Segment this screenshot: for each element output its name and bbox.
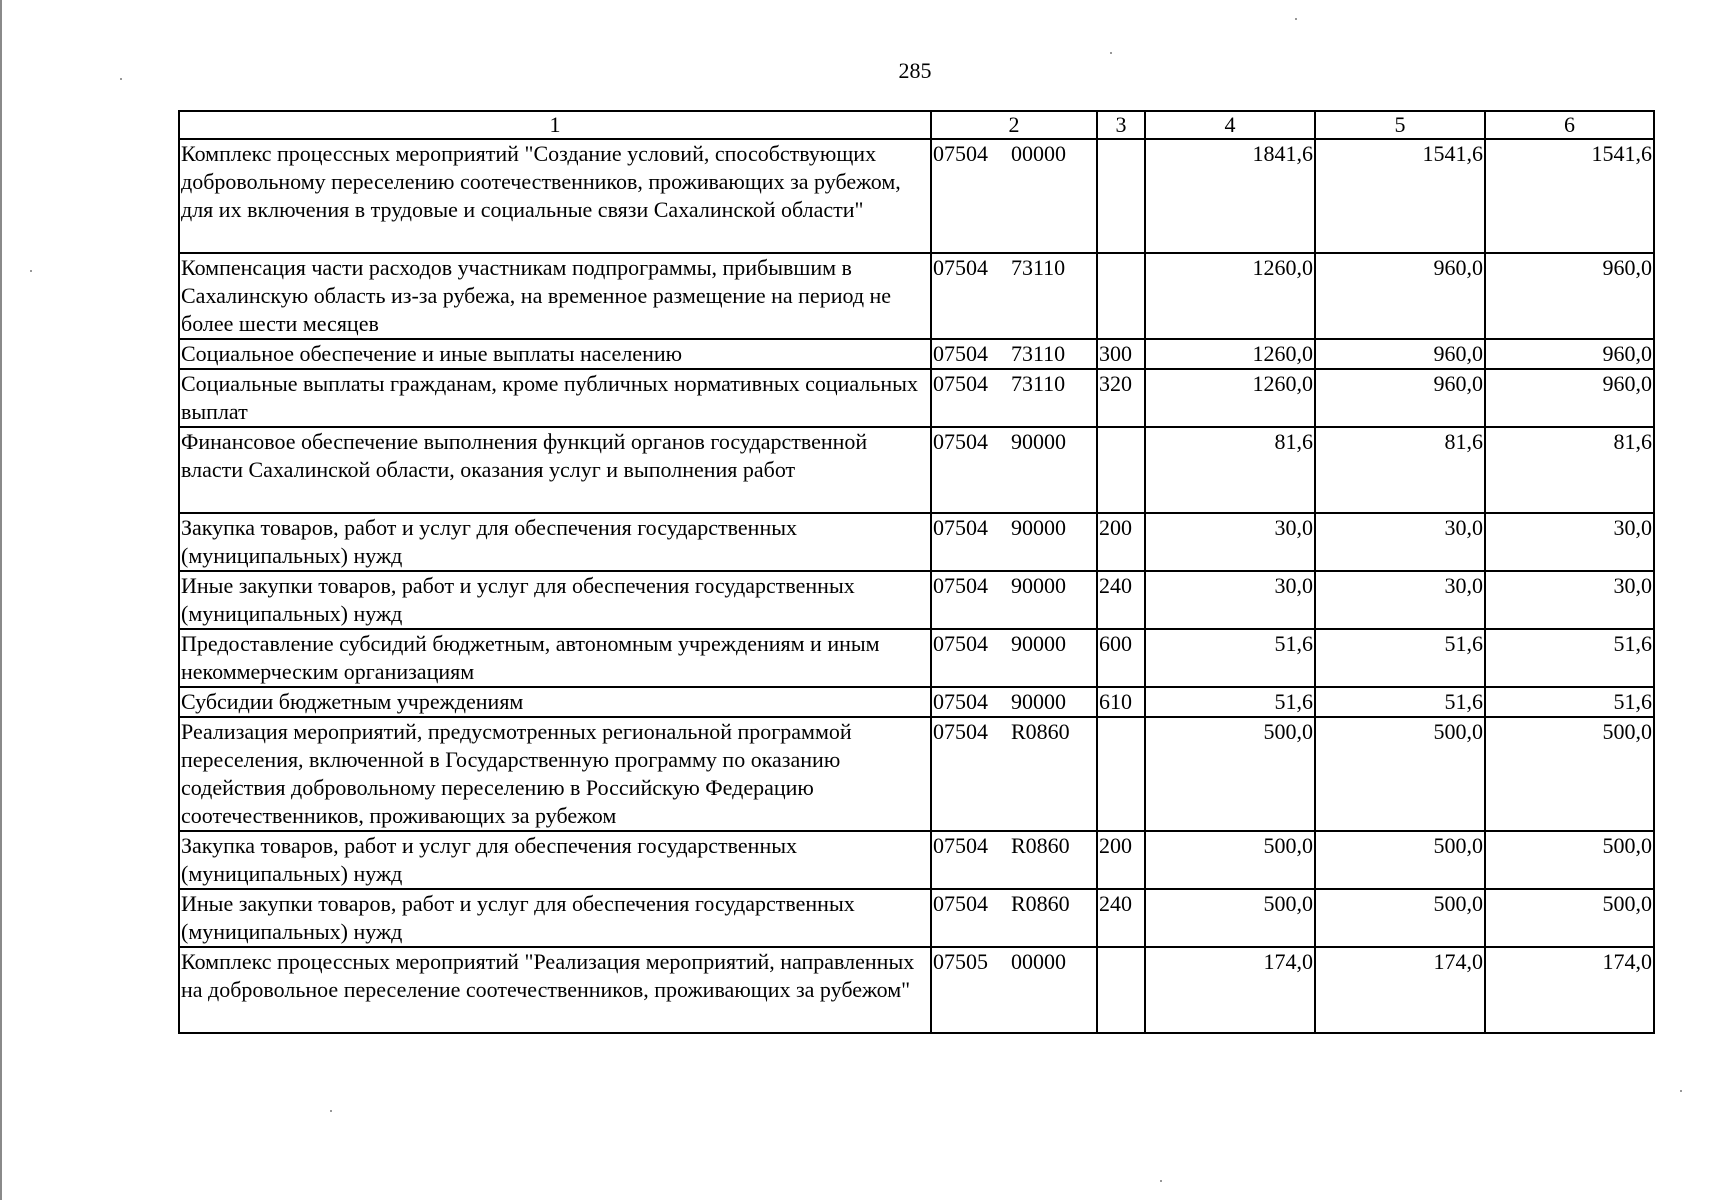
row-target-code (931, 717, 1097, 831)
table-row (179, 339, 1654, 369)
row-expense-type: 200 (1097, 831, 1145, 889)
row-value-col4: 500,0 (1145, 889, 1315, 947)
row-target-code (931, 831, 1097, 889)
row-value-col6: 30,0 (1485, 513, 1654, 571)
row-name: Реализация мероприятий, предусмотренных региональной программой переселения, включенной в Государственную программу по оказанию содействия добровольному переселению в Российскую Федерацию соотечественников, проживающих за рубежом (179, 717, 931, 831)
row-value-col4: 51,6 (1145, 687, 1315, 717)
table-row (179, 947, 1654, 1033)
code-program: 07504 (933, 631, 988, 656)
table-row (179, 513, 1654, 571)
table-row (179, 571, 1654, 629)
row-value-col6: 1541,6 (1485, 139, 1654, 253)
row-value-col4: 30,0 (1145, 571, 1315, 629)
row-value-col5: 500,0 (1315, 889, 1485, 947)
code-direction: 90000 (1011, 631, 1066, 656)
header-row (179, 111, 1654, 139)
table-row (179, 717, 1654, 831)
code-program: 07504 (933, 371, 988, 396)
row-value-col5: 500,0 (1315, 831, 1485, 889)
code-direction: 73110 (1011, 255, 1066, 280)
row-expense-type (1097, 427, 1145, 513)
row-expense-type (1097, 947, 1145, 1033)
code-program: 07504 (933, 719, 988, 744)
row-value-col6: 81,6 (1485, 427, 1654, 513)
header-col-2: 2 (931, 111, 1097, 139)
row-name: Закупка товаров, работ и услуг для обеспечения государственных (муниципальных) нужд (179, 831, 931, 889)
code-program: 07504 (933, 141, 988, 166)
row-value-col5: 500,0 (1315, 717, 1485, 831)
scan-speck (1110, 52, 1112, 54)
row-name: Предоставление субсидий бюджетным, автономным учреждениям и иным некоммерческим организациям (179, 629, 931, 687)
row-name: Социальные выплаты гражданам, кроме публичных нормативных социальных выплат (179, 369, 931, 427)
row-expense-type: 320 (1097, 369, 1145, 427)
row-value-col6: 30,0 (1485, 571, 1654, 629)
row-target-code (931, 427, 1097, 513)
row-name: Закупка товаров, работ и услуг для обеспечения государственных (муниципальных) нужд (179, 513, 931, 571)
row-value-col5: 1541,6 (1315, 139, 1485, 253)
row-value-col5: 960,0 (1315, 339, 1485, 369)
header-col-6: 6 (1485, 111, 1654, 139)
row-target-code (931, 369, 1097, 427)
row-value-col6: 500,0 (1485, 717, 1654, 831)
row-value-col6: 174,0 (1485, 947, 1654, 1033)
row-value-col5: 51,6 (1315, 629, 1485, 687)
scan-speck (120, 78, 122, 80)
code-direction: 73110 (1011, 371, 1066, 396)
code-program: 07504 (933, 833, 988, 858)
code-program: 07504 (933, 341, 988, 366)
scan-speck (1680, 1090, 1682, 1092)
row-target-code (931, 253, 1097, 339)
row-value-col4: 51,6 (1145, 629, 1315, 687)
code-direction: 90000 (1011, 689, 1066, 714)
code-direction: 90000 (1011, 515, 1066, 540)
code-direction: 90000 (1011, 573, 1066, 598)
table-row (179, 889, 1654, 947)
row-expense-type: 200 (1097, 513, 1145, 571)
row-name: Субсидии бюджетным учреждениям (179, 687, 931, 717)
code-direction: 00000 (1011, 949, 1066, 974)
row-name: Социальное обеспечение и иные выплаты населению (179, 339, 931, 369)
table-row (179, 831, 1654, 889)
row-expense-type: 610 (1097, 687, 1145, 717)
row-value-col5: 30,0 (1315, 513, 1485, 571)
code-direction: R0860 (1011, 891, 1070, 916)
code-direction: 90000 (1011, 429, 1066, 454)
row-value-col4: 500,0 (1145, 717, 1315, 831)
row-value-col5: 960,0 (1315, 253, 1485, 339)
code-direction: 00000 (1011, 141, 1066, 166)
row-name: Иные закупки товаров, работ и услуг для обеспечения государственных (муниципальных) нужд (179, 571, 931, 629)
budget-table (178, 110, 1655, 1034)
row-value-col4: 1260,0 (1145, 339, 1315, 369)
row-value-col4: 500,0 (1145, 831, 1315, 889)
row-expense-type (1097, 253, 1145, 339)
row-value-col4: 81,6 (1145, 427, 1315, 513)
code-program: 07504 (933, 429, 988, 454)
row-value-col5: 30,0 (1315, 571, 1485, 629)
code-direction: R0860 (1011, 833, 1070, 858)
scan-speck (330, 1110, 332, 1112)
table-row (179, 687, 1654, 717)
row-target-code (931, 947, 1097, 1033)
row-target-code (931, 339, 1097, 369)
row-name: Комплекс процессных мероприятий "Реализация мероприятий, направленных на добровольное переселение соотечественников, проживающих за рубежом" (179, 947, 931, 1033)
row-value-col5: 960,0 (1315, 369, 1485, 427)
table-row (179, 253, 1654, 339)
code-program: 07504 (933, 255, 988, 280)
page-number: 285 (898, 58, 932, 83)
row-value-col4: 1260,0 (1145, 369, 1315, 427)
row-value-col4: 1841,6 (1145, 139, 1315, 253)
row-expense-type (1097, 717, 1145, 831)
header-col-1: 1 (179, 111, 931, 139)
header-col-3: 3 (1097, 111, 1145, 139)
row-value-col4: 1260,0 (1145, 253, 1315, 339)
row-value-col6: 500,0 (1485, 831, 1654, 889)
row-expense-type: 240 (1097, 571, 1145, 629)
table-row (179, 427, 1654, 513)
header-col-4: 4 (1145, 111, 1315, 139)
row-value-col4: 30,0 (1145, 513, 1315, 571)
table-row (179, 139, 1654, 253)
code-program: 07504 (933, 515, 988, 540)
row-name: Иные закупки товаров, работ и услуг для обеспечения государственных (муниципальных) нужд (179, 889, 931, 947)
scan-speck (1295, 18, 1297, 20)
row-name: Комплекс процессных мероприятий "Создание условий, способствующих добровольному переселению соотечественников, проживающих за рубежом, для их включения в трудовые и социальные связи Сахалинской области" (179, 139, 931, 253)
code-program: 07504 (933, 689, 988, 714)
header-col-5: 5 (1315, 111, 1485, 139)
row-target-code (931, 629, 1097, 687)
row-value-col6: 960,0 (1485, 339, 1654, 369)
row-expense-type: 300 (1097, 339, 1145, 369)
row-expense-type: 240 (1097, 889, 1145, 947)
table-row (179, 629, 1654, 687)
row-expense-type (1097, 139, 1145, 253)
scan-speck (30, 270, 32, 272)
row-target-code (931, 571, 1097, 629)
row-value-col6: 960,0 (1485, 369, 1654, 427)
code-program: 07504 (933, 573, 988, 598)
scan-speck (1160, 1180, 1162, 1182)
row-target-code (931, 889, 1097, 947)
row-value-col6: 960,0 (1485, 253, 1654, 339)
row-name: Компенсация части расходов участникам подпрограммы, прибывшим в Сахалинскую область из-за рубежа, на временное размещение на период не более шести месяцев (179, 253, 931, 339)
row-value-col6: 500,0 (1485, 889, 1654, 947)
code-direction: 73110 (1011, 341, 1066, 366)
row-name: Финансовое обеспечение выполнения функций органов государственной власти Сахалинской области, оказания услуг и выполнения работ (179, 427, 931, 513)
row-value-col6: 51,6 (1485, 687, 1654, 717)
row-value-col6: 51,6 (1485, 629, 1654, 687)
code-program: 07504 (933, 891, 988, 916)
row-target-code (931, 687, 1097, 717)
row-value-col5: 174,0 (1315, 947, 1485, 1033)
row-value-col5: 51,6 (1315, 687, 1485, 717)
code-program: 07505 (933, 949, 988, 974)
row-target-code (931, 513, 1097, 571)
code-direction: R0860 (1011, 719, 1070, 744)
row-target-code (931, 139, 1097, 253)
row-value-col5: 81,6 (1315, 427, 1485, 513)
row-expense-type: 600 (1097, 629, 1145, 687)
table-row (179, 369, 1654, 427)
row-value-col4: 174,0 (1145, 947, 1315, 1033)
